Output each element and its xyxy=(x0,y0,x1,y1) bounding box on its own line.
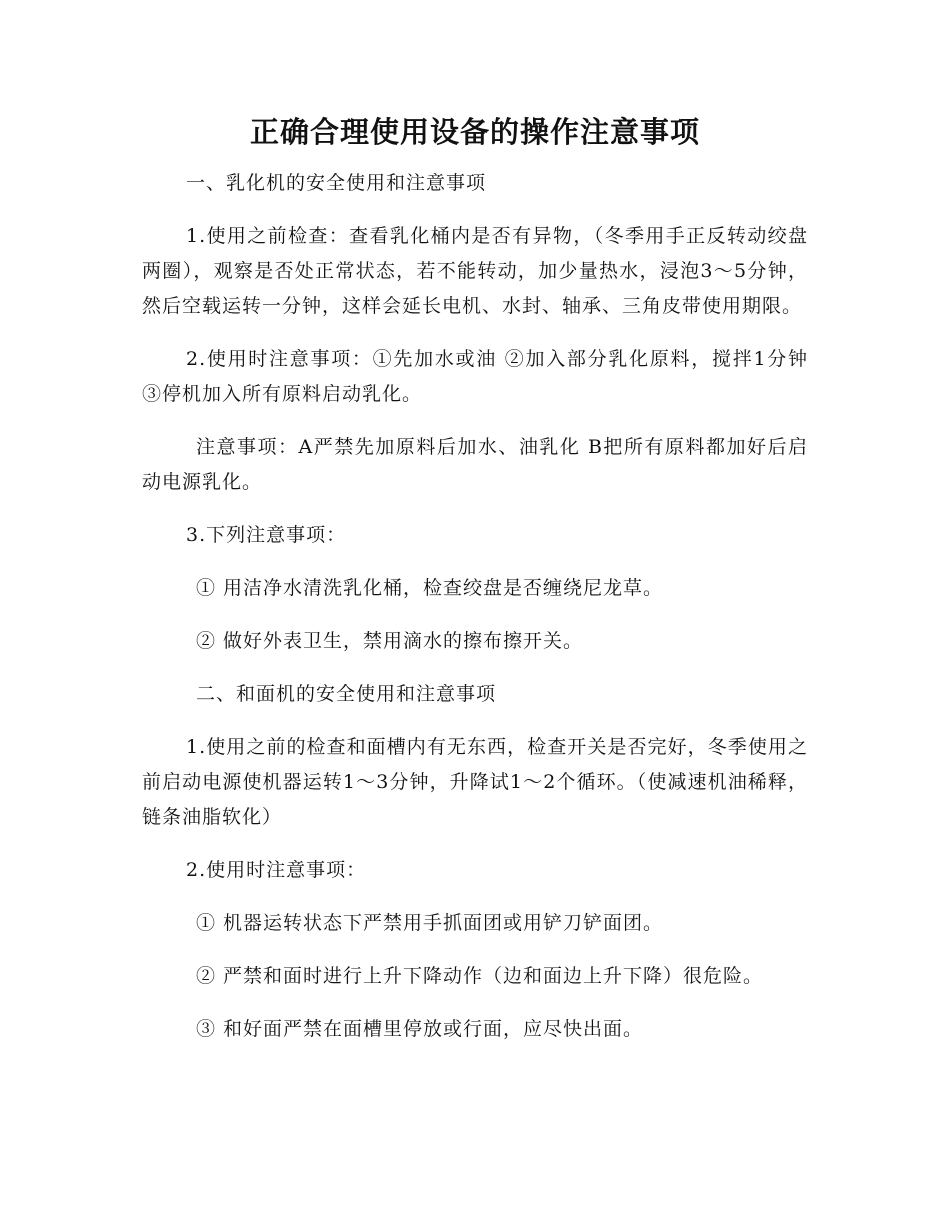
list-item-surface-hygiene: ② 做好外表卫生，禁用滴水的擦布擦开关。 xyxy=(196,630,584,652)
document-body xyxy=(142,166,808,1065)
list-item-remove-dough: ③ 和好面严禁在面槽里停放或行面，应尽快出面。 xyxy=(196,1018,644,1040)
list-item-no-lift-while-mixing: ② 严禁和面时进行上升下降动作（边和面边上升下降）很危险。 xyxy=(196,965,764,987)
paragraph-following-notes: 3.下列注意事项： xyxy=(186,524,347,546)
list-item-no-hand-grab: ① 机器运转状态下严禁用手抓面团或用铲刀铲面团。 xyxy=(196,912,664,934)
paragraph-mixer-pre-check: 1.使用之前的检查和面槽内有无东西，检查开关是否完好，冬季使用之前启动电源使机器运转1～3分钟，升降试1～2个循环。（使减速机油稀释，链条油脂软化） xyxy=(142,736,808,828)
paragraph-cautions: 注意事项：A严禁先加原料后加水、油乳化 B把所有原料都加好后启动电源乳化。 xyxy=(142,436,808,493)
section-heading-emulsifier: 一、乳化机的安全使用和注意事项 xyxy=(186,172,487,194)
paragraph-pre-use-check: 1.使用之前检查：查看乳化桶内是否有异物，（冬季用手正反转动绞盘两圈），观察是否处正常状态，若不能转动，加少量热水，浸泡3～5分钟，然后空载运转一分钟，这样会延长电机、水封、轴承、三角皮带使用期限。 xyxy=(142,225,808,317)
document-title: 正确合理使用设备的操作注意事项 xyxy=(249,115,700,149)
paragraph-mixer-usage-notes: 2.使用时注意事项： xyxy=(186,859,367,881)
paragraph-usage-notes: 2.使用时注意事项：①先加水或油 ②加入部分乳化原料，搅拌1分钟 ③停机加入所有原料启动乳化。 xyxy=(142,348,808,405)
list-item-clean-bucket: ① 用洁净水清洗乳化桶，检查绞盘是否缠绕尼龙草。 xyxy=(196,577,664,599)
section-heading-dough-mixer: 二、和面机的安全使用和注意事项 xyxy=(196,683,497,705)
